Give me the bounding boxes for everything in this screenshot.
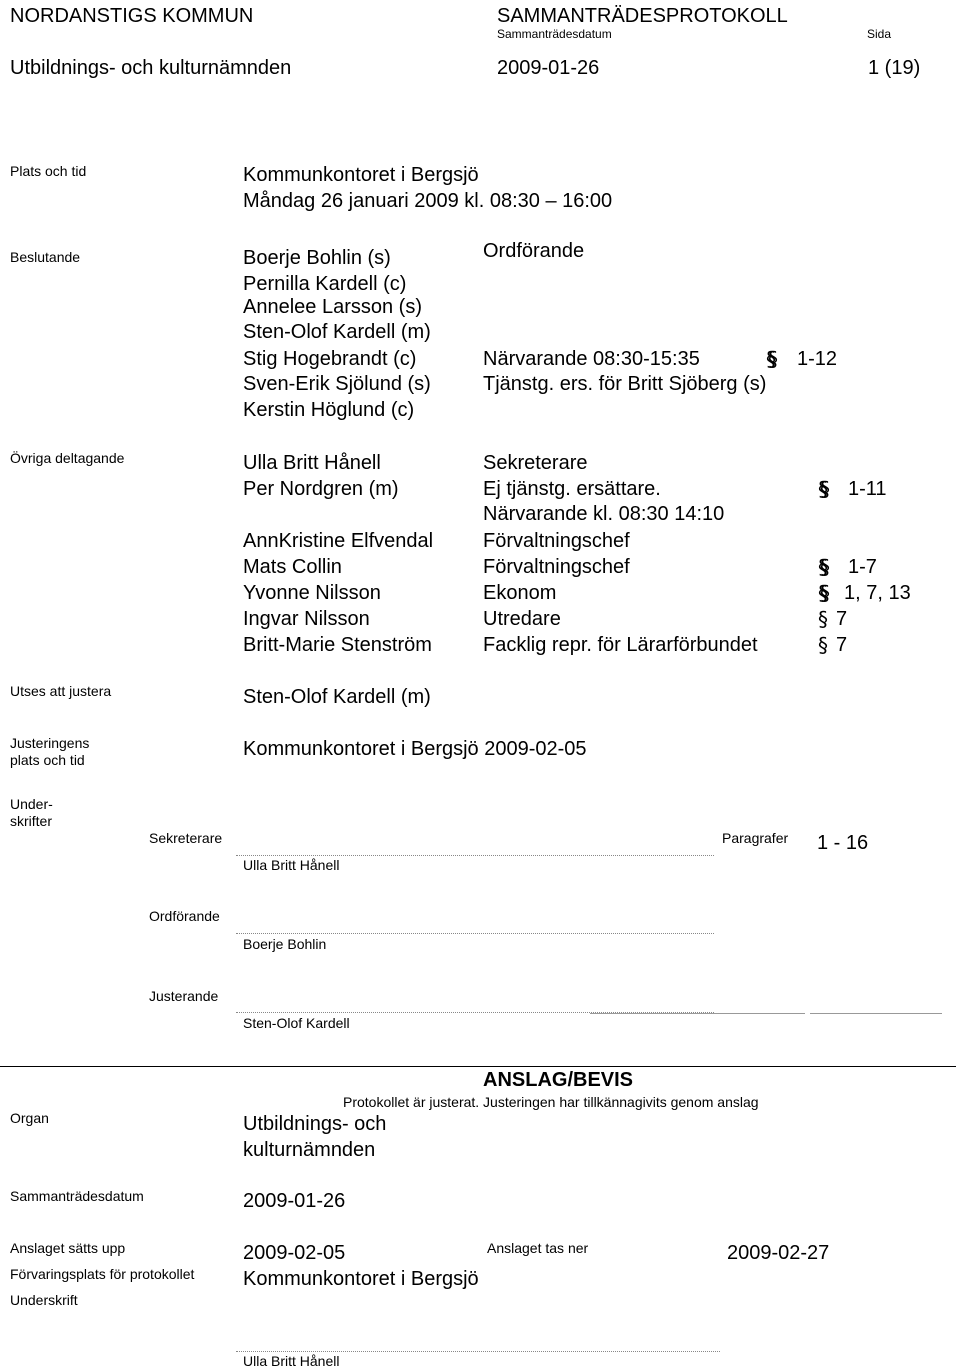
document-title: SAMMANTRÄDESPROTOKOLL bbox=[497, 5, 788, 27]
others-label: Övriga deltagande bbox=[10, 450, 125, 466]
participant-name: Britt-Marie Stenström bbox=[243, 634, 432, 656]
section-symbol: § bbox=[818, 607, 828, 631]
municipality-name: NORDANSTIGS KOMMUN bbox=[10, 5, 254, 27]
section-divider bbox=[0, 1066, 956, 1067]
participant-role: Utredare bbox=[483, 608, 561, 630]
notice-meeting-date: 2009-01-26 bbox=[243, 1190, 346, 1212]
meeting-date: 2009-01-26 bbox=[497, 57, 600, 79]
decider-name: Stig Hogebrandt (c) bbox=[243, 348, 417, 370]
adjust-place-label: Justeringens bbox=[10, 735, 90, 751]
section-symbol: § bbox=[818, 633, 828, 657]
adjust-place-label: plats och tid bbox=[10, 752, 85, 768]
participant-role: Förvaltningschef bbox=[483, 556, 630, 578]
signatures-label: skrifter bbox=[10, 813, 52, 829]
notice-subtitle: Protokollet är justerat. Justeringen har tillkännagivits genom anslag bbox=[343, 1094, 759, 1110]
organ-value: kulturnämnden bbox=[243, 1139, 376, 1161]
removed-label: Anslaget tas ner bbox=[487, 1240, 589, 1256]
organ-label: Organ bbox=[10, 1110, 49, 1126]
decider-name: Sven-Erik Sjölund (s) bbox=[243, 373, 431, 395]
decider-name: Boerje Bohlin (s) bbox=[243, 247, 391, 269]
chair-name: Boerje Bohlin bbox=[243, 936, 327, 952]
secretary-signature-line bbox=[236, 855, 714, 856]
decider-name: Sten-Olof Kardell (m) bbox=[243, 321, 431, 343]
participant-attendance: Närvarande kl. 08:30 14:10 bbox=[483, 503, 725, 525]
participant-paragraph: 7 bbox=[836, 634, 848, 656]
signature-line bbox=[236, 1351, 720, 1352]
participant-paragraph: 1-7 bbox=[848, 556, 877, 578]
place-time-label: Plats och tid bbox=[10, 163, 87, 179]
page-number: 1 (19) bbox=[868, 57, 921, 79]
participant-name: Ulla Britt Hånell bbox=[243, 452, 381, 474]
signature-name: Ulla Britt Hånell bbox=[243, 1353, 340, 1369]
participant-name: Mats Collin bbox=[243, 556, 342, 578]
decider-role: Närvarande 08:30-15:35 bbox=[483, 348, 700, 370]
section-symbol: §§ bbox=[818, 581, 822, 605]
committee-name: Utbildnings- och kulturnämnden bbox=[10, 57, 292, 79]
adjuster-label: Utses att justera bbox=[10, 683, 112, 699]
notice-title: ANSLAG/BEVIS bbox=[483, 1069, 634, 1091]
participant-paragraph: 1-11 bbox=[848, 478, 887, 500]
adjust-place-value: Kommunkontoret i Bergsjö 2009-02-05 bbox=[243, 738, 587, 760]
paragraphs-value: 1 - 16 bbox=[817, 832, 869, 854]
participant-name: Yvonne Nilsson bbox=[243, 582, 381, 604]
participant-name: Ingvar Nilsson bbox=[243, 608, 370, 630]
meeting-time: Måndag 26 januari 2009 kl. 08:30 – 16:00 bbox=[243, 190, 613, 212]
meeting-date-label: Sammanträdesdatum bbox=[10, 1188, 144, 1204]
meeting-place: Kommunkontoret i Bergsjö bbox=[243, 164, 479, 186]
organ-value: Utbildnings- och bbox=[243, 1113, 387, 1135]
decider-name: Kerstin Höglund (c) bbox=[243, 399, 415, 421]
storage-value: Kommunkontoret i Bergsjö bbox=[243, 1268, 479, 1290]
participant-name: AnnKristine Elfvendal bbox=[243, 530, 434, 552]
removed-date: 2009-02-27 bbox=[727, 1242, 830, 1264]
adjuster-signature-label: Justerande bbox=[149, 988, 219, 1004]
participant-role: Ekonom bbox=[483, 582, 557, 604]
page-label: Sida bbox=[867, 27, 892, 41]
secretary-signature-label: Sekreterare bbox=[149, 830, 223, 846]
section-symbol: §§ bbox=[818, 477, 822, 501]
adjuster-name: Sten-Olof Kardell (m) bbox=[243, 686, 431, 708]
decider-role: Tjänstg. ers. för Britt Sjöberg (s) bbox=[483, 373, 767, 395]
chair-signature-line bbox=[236, 933, 714, 934]
signatures-label: Under- bbox=[10, 796, 53, 812]
posted-date: 2009-02-05 bbox=[243, 1242, 346, 1264]
decider-name: Annelee Larsson (s) bbox=[243, 296, 422, 318]
participant-paragraph: 1, 7, 13 bbox=[844, 582, 911, 604]
participant-role: Förvaltningschef bbox=[483, 530, 630, 552]
participant-role: Facklig repr. för Lärarförbundet bbox=[483, 634, 758, 656]
storage-label: Förvaringsplats för protokollet bbox=[10, 1266, 195, 1282]
extra-signature-line bbox=[590, 1013, 805, 1014]
chair-signature-label: Ordförande bbox=[149, 908, 220, 924]
section-symbol: §§ bbox=[818, 555, 822, 579]
decider-role: Ordförande bbox=[483, 240, 585, 262]
secretary-name: Ulla Britt Hånell bbox=[243, 857, 340, 873]
date-label: Sammanträdesdatum bbox=[497, 27, 612, 41]
extra-signature-line bbox=[810, 1013, 942, 1014]
signature-label: Underskrift bbox=[10, 1292, 78, 1308]
participant-name: Per Nordgren (m) bbox=[243, 478, 399, 500]
participant-paragraph: 7 bbox=[836, 608, 848, 630]
participant-role: Ej tjänstg. ersättare. bbox=[483, 478, 661, 500]
decider-name: Pernilla Kardell (c) bbox=[243, 273, 407, 295]
participant-role: Sekreterare bbox=[483, 452, 588, 474]
posted-label: Anslaget sätts upp bbox=[10, 1240, 126, 1256]
deciders-label: Beslutande bbox=[10, 249, 81, 265]
adjuster-signature-name: Sten-Olof Kardell bbox=[243, 1015, 350, 1031]
decider-paragraph: 1-12 bbox=[797, 348, 838, 370]
section-symbol: §§ bbox=[766, 347, 770, 371]
paragraphs-label: Paragrafer bbox=[722, 830, 789, 846]
